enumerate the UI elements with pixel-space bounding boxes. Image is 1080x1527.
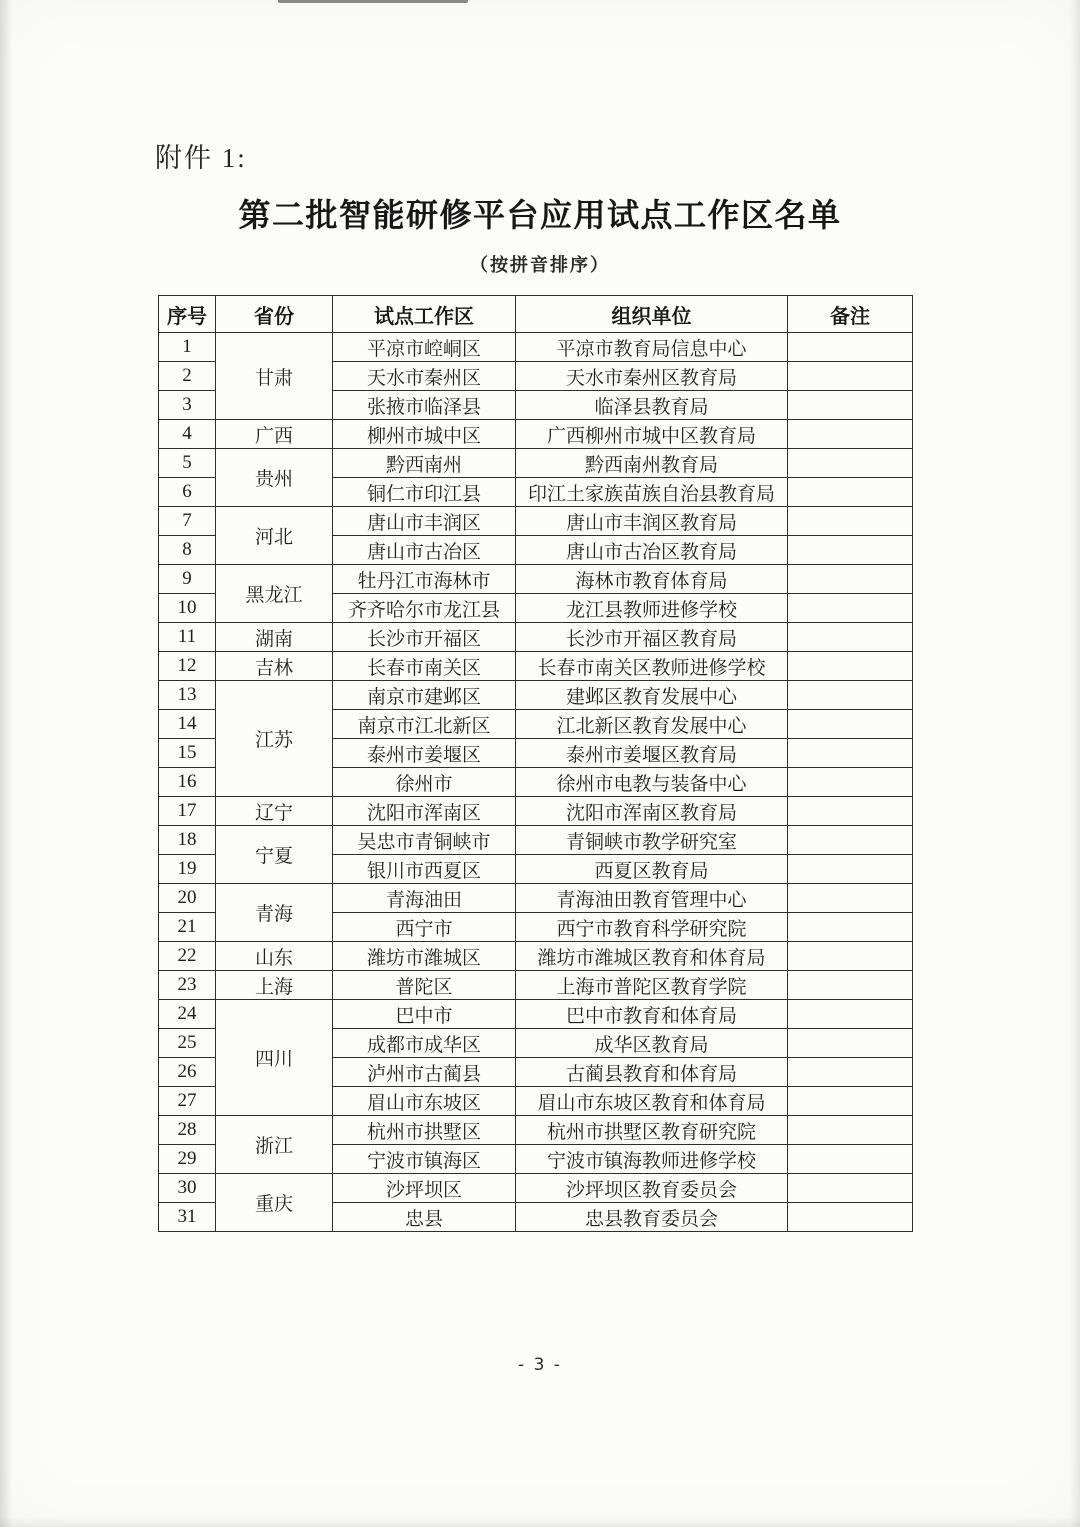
table-row xyxy=(159,884,913,913)
table-row xyxy=(159,797,913,826)
pilot-zone-cell: 唐山市丰润区 xyxy=(333,507,516,536)
row-number-cell: 3 xyxy=(159,391,216,420)
table-row xyxy=(159,652,913,681)
org-unit-cell: 长沙市开福区教育局 xyxy=(516,623,788,652)
header-pilot-zone: 试点工作区 xyxy=(333,296,516,333)
pilot-zone-cell: 天水市秦州区 xyxy=(333,362,516,391)
row-number-cell: 15 xyxy=(159,739,216,768)
table-row xyxy=(159,623,913,652)
remark-cell xyxy=(788,768,913,797)
header-seq-no: 序号 xyxy=(159,296,216,333)
org-unit-cell: 泰州市姜堰区教育局 xyxy=(516,739,788,768)
pilot-zone-cell: 杭州市拱墅区 xyxy=(333,1116,516,1145)
org-unit-cell: 青铜峡市教学研究室 xyxy=(516,826,788,855)
remark-cell xyxy=(788,884,913,913)
province-cell: 重庆 xyxy=(216,1174,333,1232)
pilot-zone-cell: 平凉市崆峒区 xyxy=(333,333,516,362)
table-row xyxy=(159,826,913,855)
remark-cell xyxy=(788,1174,913,1203)
org-unit-cell: 印江土家族苗族自治县教育局 xyxy=(516,478,788,507)
pilot-zone-cell: 黔西南州 xyxy=(333,449,516,478)
pilot-zone-cell: 吴忠市青铜峡市 xyxy=(333,826,516,855)
pilot-zones-table xyxy=(158,295,913,1232)
pilot-zone-cell: 沙坪坝区 xyxy=(333,1174,516,1203)
row-number-cell: 18 xyxy=(159,826,216,855)
row-number-cell: 9 xyxy=(159,565,216,594)
remark-cell xyxy=(788,333,913,362)
pilot-zone-cell: 西宁市 xyxy=(333,913,516,942)
pilot-zone-cell: 银川市西夏区 xyxy=(333,855,516,884)
attachment-label: 附件 1: xyxy=(155,143,247,173)
province-cell: 辽宁 xyxy=(216,797,333,826)
remark-cell xyxy=(788,739,913,768)
pilot-zone-cell: 唐山市古冶区 xyxy=(333,536,516,565)
org-unit-cell: 忠县教育委员会 xyxy=(516,1203,788,1232)
pilot-zone-cell: 齐齐哈尔市龙江县 xyxy=(333,594,516,623)
province-cell: 江苏 xyxy=(216,681,333,797)
row-number-cell: 25 xyxy=(159,1029,216,1058)
row-number-cell: 6 xyxy=(159,478,216,507)
table-row xyxy=(159,333,913,362)
org-unit-cell: 古蔺县教育和体育局 xyxy=(516,1058,788,1087)
row-number-cell: 19 xyxy=(159,855,216,884)
row-number-cell: 5 xyxy=(159,449,216,478)
row-number-cell: 1 xyxy=(159,333,216,362)
province-cell: 四川 xyxy=(216,1000,333,1116)
row-number-cell: 22 xyxy=(159,942,216,971)
org-unit-cell: 徐州市电教与装备中心 xyxy=(516,768,788,797)
org-unit-cell: 潍坊市潍城区教育和体育局 xyxy=(516,942,788,971)
remark-cell xyxy=(788,826,913,855)
table-row xyxy=(159,681,913,710)
remark-cell xyxy=(788,652,913,681)
province-cell: 黑龙江 xyxy=(216,565,333,623)
row-number-cell: 30 xyxy=(159,1174,216,1203)
header-org-unit: 组织单位 xyxy=(516,296,788,333)
page-number: - 3 - xyxy=(518,1355,562,1375)
province-cell: 浙江 xyxy=(216,1116,333,1174)
pilot-zone-cell: 牡丹江市海林市 xyxy=(333,565,516,594)
pilot-zone-cell: 铜仁市印江县 xyxy=(333,478,516,507)
row-number-cell: 10 xyxy=(159,594,216,623)
table-row xyxy=(159,971,913,1000)
row-number-cell: 2 xyxy=(159,362,216,391)
org-unit-cell: 建邺区教育发展中心 xyxy=(516,681,788,710)
org-unit-cell: 天水市秦州区教育局 xyxy=(516,362,788,391)
org-unit-cell: 平凉市教育局信息中心 xyxy=(516,333,788,362)
header-remark: 备注 xyxy=(788,296,913,333)
remark-cell xyxy=(788,594,913,623)
remark-cell xyxy=(788,1145,913,1174)
province-cell: 甘肃 xyxy=(216,333,333,420)
table-row xyxy=(159,449,913,478)
remark-cell xyxy=(788,1203,913,1232)
row-number-cell: 12 xyxy=(159,652,216,681)
province-cell: 青海 xyxy=(216,884,333,942)
row-number-cell: 16 xyxy=(159,768,216,797)
remark-cell xyxy=(788,449,913,478)
province-cell: 宁夏 xyxy=(216,826,333,884)
row-number-cell: 29 xyxy=(159,1145,216,1174)
remark-cell xyxy=(788,797,913,826)
province-cell: 河北 xyxy=(216,507,333,565)
remark-cell xyxy=(788,1116,913,1145)
remark-cell xyxy=(788,623,913,652)
page-subtitle: （按拼音排序） xyxy=(470,255,610,275)
pilot-zone-cell: 潍坊市潍城区 xyxy=(333,942,516,971)
org-unit-cell: 青海油田教育管理中心 xyxy=(516,884,788,913)
org-unit-cell: 黔西南州教育局 xyxy=(516,449,788,478)
remark-cell xyxy=(788,913,913,942)
remark-cell xyxy=(788,536,913,565)
pilot-zone-cell: 南京市建邺区 xyxy=(333,681,516,710)
pilot-zone-cell: 宁波市镇海区 xyxy=(333,1145,516,1174)
remark-cell xyxy=(788,1029,913,1058)
row-number-cell: 27 xyxy=(159,1087,216,1116)
province-cell: 广西 xyxy=(216,420,333,449)
province-cell: 贵州 xyxy=(216,449,333,507)
org-unit-cell: 西夏区教育局 xyxy=(516,855,788,884)
remark-cell xyxy=(788,855,913,884)
org-unit-cell: 巴中市教育和体育局 xyxy=(516,1000,788,1029)
remark-cell xyxy=(788,1058,913,1087)
row-number-cell: 23 xyxy=(159,971,216,1000)
pilot-zone-cell: 柳州市城中区 xyxy=(333,420,516,449)
province-cell: 上海 xyxy=(216,971,333,1000)
org-unit-cell: 眉山市东坡区教育和体育局 xyxy=(516,1087,788,1116)
province-cell: 山东 xyxy=(216,942,333,971)
row-number-cell: 11 xyxy=(159,623,216,652)
remark-cell xyxy=(788,507,913,536)
org-unit-cell: 唐山市古冶区教育局 xyxy=(516,536,788,565)
row-number-cell: 26 xyxy=(159,1058,216,1087)
remark-cell xyxy=(788,1087,913,1116)
pilot-zone-cell: 长沙市开福区 xyxy=(333,623,516,652)
org-unit-cell: 沙坪坝区教育委员会 xyxy=(516,1174,788,1203)
pilot-zone-cell: 青海油田 xyxy=(333,884,516,913)
org-unit-cell: 沈阳市浑南区教育局 xyxy=(516,797,788,826)
pilot-zone-cell: 徐州市 xyxy=(333,768,516,797)
pilot-table-body xyxy=(159,333,913,1232)
pilot-zone-cell: 眉山市东坡区 xyxy=(333,1087,516,1116)
scan-top-line-artifact xyxy=(278,0,468,3)
org-unit-cell: 长春市南关区教师进修学校 xyxy=(516,652,788,681)
row-number-cell: 8 xyxy=(159,536,216,565)
org-unit-cell: 龙江县教师进修学校 xyxy=(516,594,788,623)
row-number-cell: 17 xyxy=(159,797,216,826)
pilot-zone-cell: 泰州市姜堰区 xyxy=(333,739,516,768)
pilot-zone-cell: 成都市成华区 xyxy=(333,1029,516,1058)
org-unit-cell: 西宁市教育科学研究院 xyxy=(516,913,788,942)
row-number-cell: 24 xyxy=(159,1000,216,1029)
province-cell: 吉林 xyxy=(216,652,333,681)
org-unit-cell: 唐山市丰润区教育局 xyxy=(516,507,788,536)
row-number-cell: 28 xyxy=(159,1116,216,1145)
page-title: 第二批智能研修平台应用试点工作区名单 xyxy=(238,197,842,233)
row-number-cell: 4 xyxy=(159,420,216,449)
row-number-cell: 21 xyxy=(159,913,216,942)
province-cell: 湖南 xyxy=(216,623,333,652)
remark-cell xyxy=(788,420,913,449)
row-number-cell: 13 xyxy=(159,681,216,710)
row-number-cell: 20 xyxy=(159,884,216,913)
pilot-zone-cell: 沈阳市浑南区 xyxy=(333,797,516,826)
remark-cell xyxy=(788,1000,913,1029)
table-row xyxy=(159,942,913,971)
table-row xyxy=(159,1000,913,1029)
row-number-cell: 31 xyxy=(159,1203,216,1232)
org-unit-cell: 成华区教育局 xyxy=(516,1029,788,1058)
row-number-cell: 7 xyxy=(159,507,216,536)
org-unit-cell: 杭州市拱墅区教育研究院 xyxy=(516,1116,788,1145)
scan-edge-bottom-artifact xyxy=(0,1517,1080,1527)
remark-cell xyxy=(788,971,913,1000)
pilot-zone-cell: 泸州市古蔺县 xyxy=(333,1058,516,1087)
org-unit-cell: 广西柳州市城中区教育局 xyxy=(516,420,788,449)
pilot-zone-cell: 南京市江北新区 xyxy=(333,710,516,739)
table-header-row xyxy=(159,296,913,333)
remark-cell xyxy=(788,942,913,971)
row-number-cell: 14 xyxy=(159,710,216,739)
remark-cell xyxy=(788,478,913,507)
org-unit-cell: 上海市普陀区教育学院 xyxy=(516,971,788,1000)
table-row xyxy=(159,1174,913,1203)
header-province: 省份 xyxy=(216,296,333,333)
pilot-zone-cell: 巴中市 xyxy=(333,1000,516,1029)
pilot-zone-cell: 长春市南关区 xyxy=(333,652,516,681)
table-row xyxy=(159,565,913,594)
remark-cell xyxy=(788,565,913,594)
remark-cell xyxy=(788,362,913,391)
table-row xyxy=(159,1116,913,1145)
remark-cell xyxy=(788,391,913,420)
pilot-zone-cell: 忠县 xyxy=(333,1203,516,1232)
org-unit-cell: 宁波市镇海教师进修学校 xyxy=(516,1145,788,1174)
pilot-zone-cell: 张掖市临泽县 xyxy=(333,391,516,420)
org-unit-cell: 江北新区教育发展中心 xyxy=(516,710,788,739)
org-unit-cell: 临泽县教育局 xyxy=(516,391,788,420)
org-unit-cell: 海林市教育体育局 xyxy=(516,565,788,594)
remark-cell xyxy=(788,710,913,739)
table-row xyxy=(159,420,913,449)
pilot-zone-cell: 普陀区 xyxy=(333,971,516,1000)
table-row xyxy=(159,507,913,536)
remark-cell xyxy=(788,681,913,710)
